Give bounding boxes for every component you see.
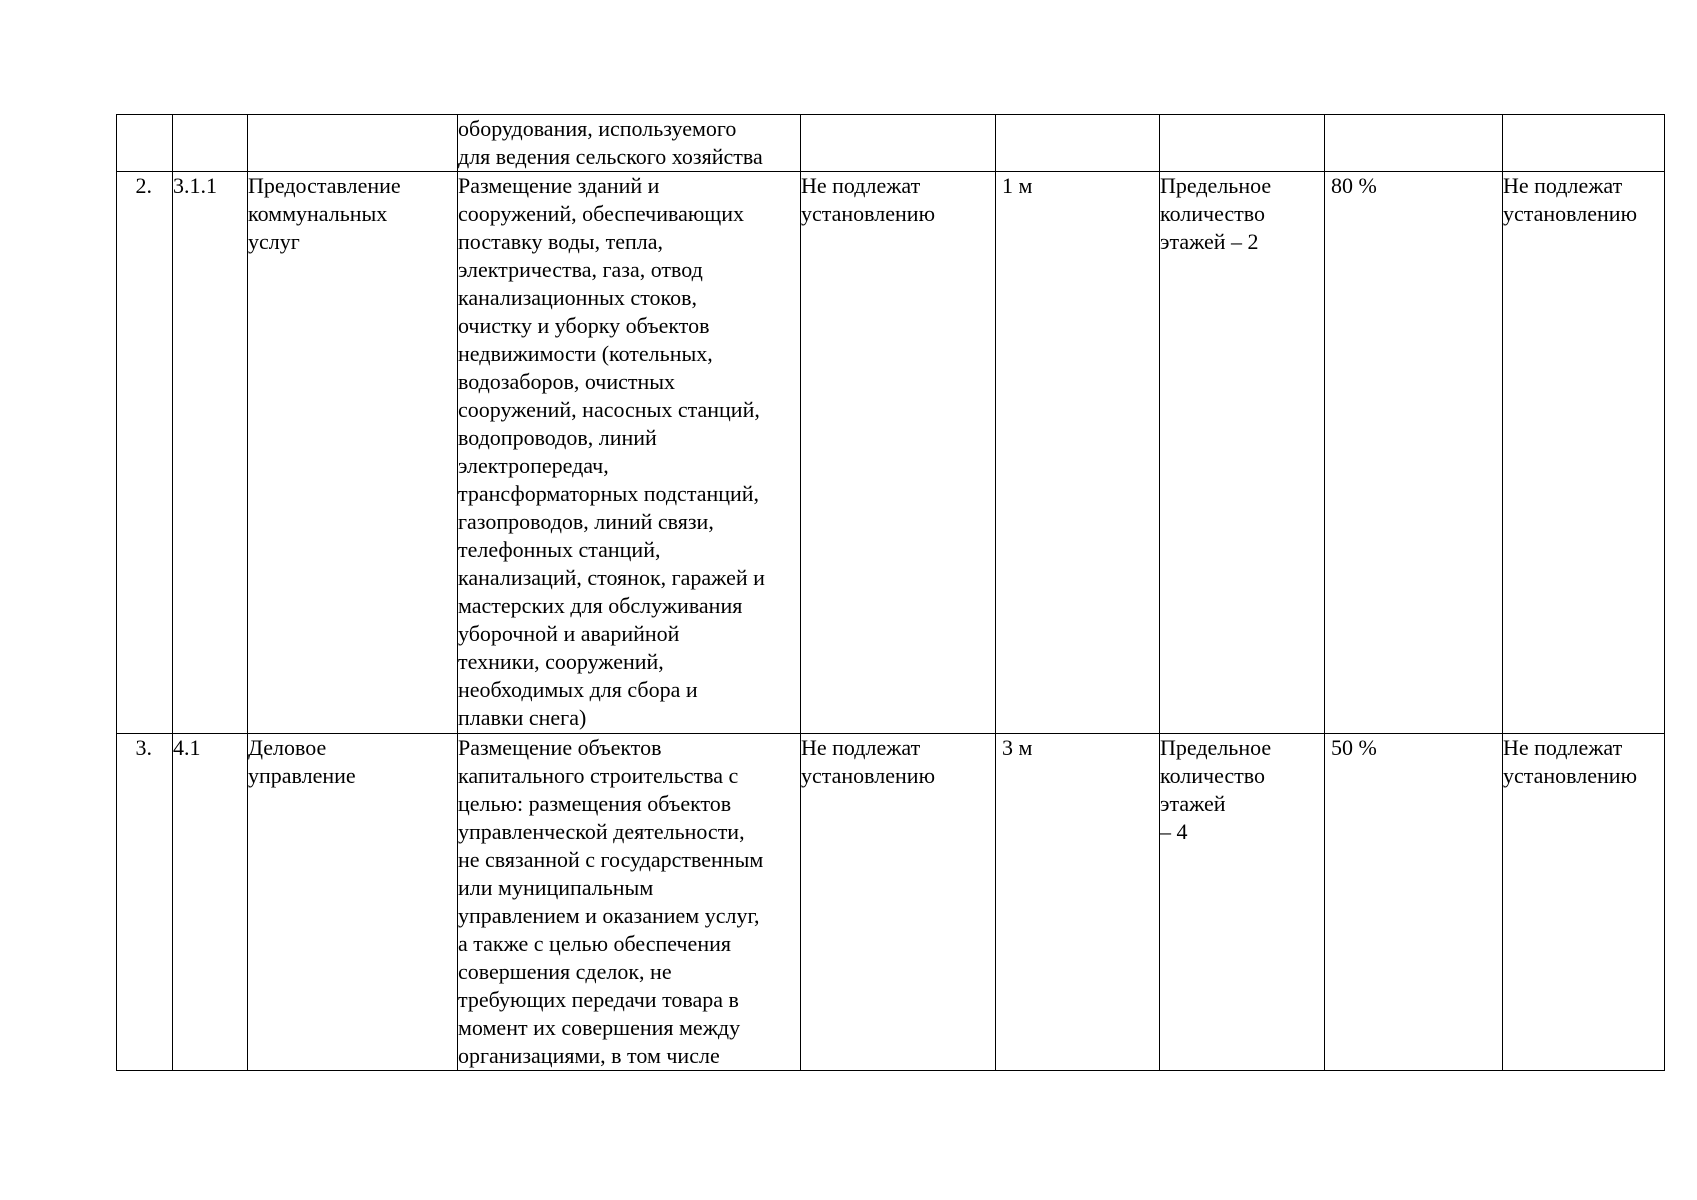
cell-col8: 80 % — [1325, 172, 1503, 734]
cell-name: Предоставление коммунальных услуг — [248, 172, 458, 734]
cell-col6: 1 м — [996, 172, 1160, 734]
cell-col8: 50 % — [1325, 734, 1503, 1071]
table-row — [117, 172, 1665, 734]
cell-name — [248, 115, 458, 172]
cell-description: оборудования, используемого для ведения сельского хозяйства — [458, 115, 801, 172]
cell-num — [117, 115, 173, 172]
cell-code — [173, 115, 248, 172]
cell-col6 — [996, 115, 1160, 172]
cell-col5 — [801, 115, 996, 172]
cell-code: 3.1.1 — [173, 172, 248, 734]
cell-description: Размещение объектов капитального строительства с целью: размещения объектов управленческой деятельности, не связанной с государственным или муниципальным управлением и оказанием услуг, а также с целью обеспечения совершения сделок, не требующих передачи товара в момент их совершения между организациями, в том числе — [458, 734, 801, 1071]
cell-description: Размещение зданий и сооружений, обеспечивающих поставку воды, тепла, электричества, газа, отвод канализационных стоков, очистку и уборку объектов недвижимости (котельных, водозаборов, очистных сооружений, насосных станций, водопроводов, линий электропередач, трансформаторных подстанций, газопроводов, линий связи, телефонных станций, канализаций, стоянок, гаражей и мастерских для обслуживания уборочной и аварийной техники, сооружений, необходимых для сбора и плавки снега) — [458, 172, 801, 734]
cell-col9 — [1503, 115, 1665, 172]
cell-col6: 3 м — [996, 734, 1160, 1071]
table-row — [117, 115, 1665, 172]
cell-col7: Предельное количество этажей – 4 — [1160, 734, 1325, 1071]
cell-num: 2. — [117, 172, 173, 734]
cell-col5: Не подлежат установлению — [801, 172, 996, 734]
cell-col8 — [1325, 115, 1503, 172]
cell-num: 3. — [117, 734, 173, 1071]
cell-col9: Не подлежат установлению — [1503, 172, 1665, 734]
cell-col7 — [1160, 115, 1325, 172]
cell-col5: Не подлежат установлению — [801, 734, 996, 1071]
regulations-table — [116, 114, 1665, 1071]
cell-code: 4.1 — [173, 734, 248, 1071]
cell-col9: Не подлежат установлению — [1503, 734, 1665, 1071]
cell-name: Деловое управление — [248, 734, 458, 1071]
cell-col7: Предельное количество этажей – 2 — [1160, 172, 1325, 734]
table-row — [117, 734, 1665, 1071]
